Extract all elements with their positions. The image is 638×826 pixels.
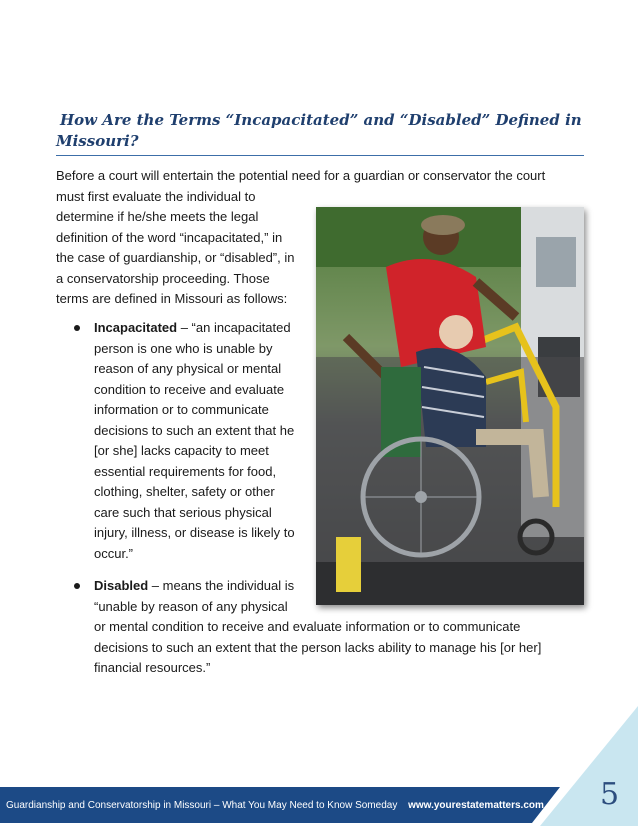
definition-line: decisions to such an extent that the person lacks ability to manage his [or her]	[94, 639, 542, 655]
intro-line: terms are defined in Missouri as follows:	[56, 291, 288, 306]
definition-text: – means the individual is	[148, 578, 295, 593]
definition-text: – “an incapacitated	[177, 320, 291, 335]
intro-line: the case of guardianship, or “disabled”, in	[56, 250, 295, 265]
bullet-incapacitated	[72, 318, 295, 564]
term-incapacitated: Incapacitated	[94, 320, 178, 335]
heading-line-1: How Are the Terms “Incapacitated” and “Disabled” Defined in	[60, 111, 582, 129]
definition-line: [or she] lacks capacity to meet	[94, 443, 269, 458]
intro-line: Before a court will entertain the potential need for a guardian or conservator the court	[56, 168, 546, 183]
intro-line: determine if he/she meets the legal	[56, 209, 259, 224]
term-disabled: Disabled	[94, 578, 149, 593]
intro-line: definition of the word “incapacitated,” in	[56, 229, 283, 245]
definition-line: financial resources.”	[94, 660, 211, 675]
definition-line: “unable by reason of any physical	[94, 598, 288, 614]
footer-title: Guardianship and Conservatorship in Missouri – What You May Need to Know Someday	[6, 800, 398, 811]
definition-line: condition to receive and evaluate	[94, 381, 285, 397]
definition-line: occur.”	[94, 545, 134, 561]
definition-line: reason of any physical or mental	[94, 361, 282, 376]
wheelchair-lift-photo	[316, 207, 584, 605]
definition-line: clothing, shelter, safety or other	[94, 484, 275, 499]
definition-line: person is one who is unable by	[94, 340, 273, 356]
definition-line: or mental condition to receive and evaluate information or to communicate	[94, 619, 521, 634]
photo-illustration	[316, 207, 584, 605]
footer-url[interactable]: www.yourestatematters.com	[408, 800, 544, 811]
section-heading	[56, 110, 586, 152]
definition-line: information or to communicate	[94, 402, 269, 417]
intro-line: must first evaluate the individual to	[56, 188, 256, 204]
bullet-dot	[74, 325, 80, 331]
definition-list	[72, 318, 295, 564]
corner-accent	[540, 706, 638, 826]
definition-line: essential requirements for food,	[94, 463, 277, 479]
intro-line: a conservatorship proceeding. Those	[56, 270, 270, 286]
footer-text	[6, 800, 544, 811]
page-number: 5	[600, 777, 620, 812]
definition-line: decisions to such an extent that he	[94, 422, 295, 438]
definition-line: care such that serious physical	[94, 504, 272, 520]
heading-line-2: Missouri?	[56, 132, 139, 150]
heading-rule	[56, 155, 584, 156]
definition-line: injury, illness, or disease is likely to	[94, 525, 295, 540]
bullet-dot	[74, 583, 80, 589]
